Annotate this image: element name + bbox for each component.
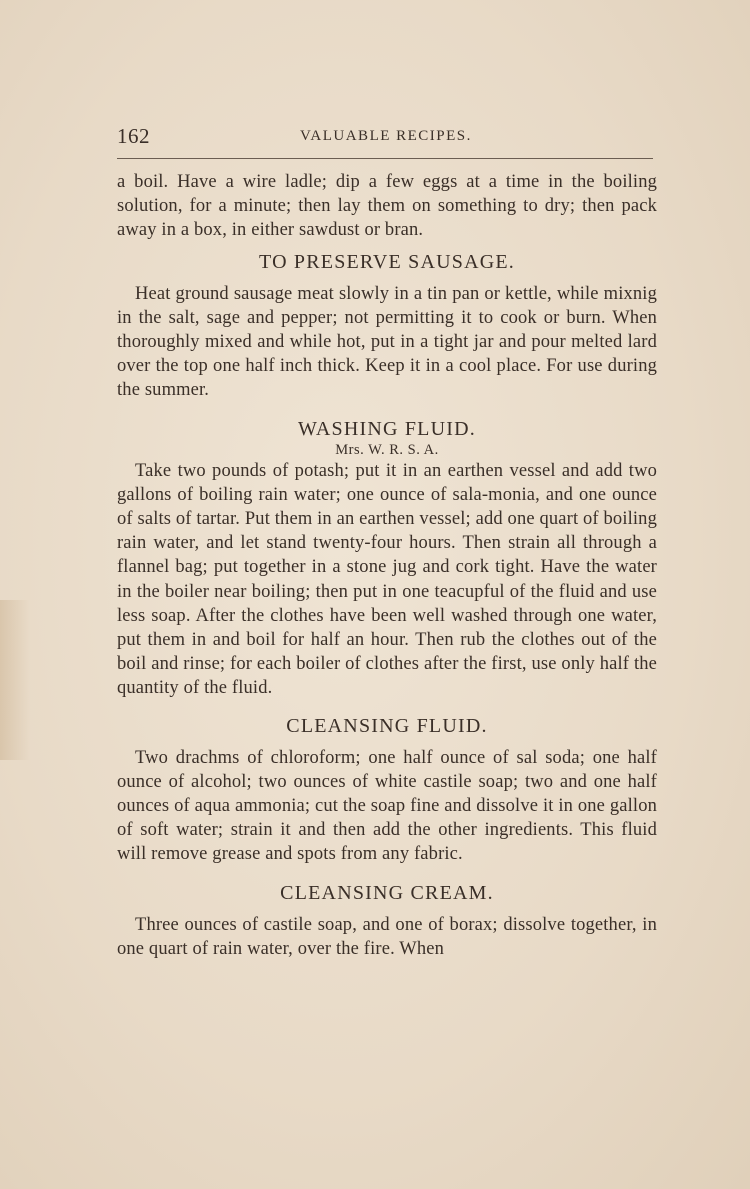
header-rule <box>117 158 653 159</box>
recipe-body-cleansing-fluid: Two drachms of chloroform; one half ounce of sal soda; one half ounce of alcohol; two ounces of white castile soap; two and one half ounces of aqua ammonia; cut the soap fine and dissolve it in one gallon of soft water; strain it and then add the other ingredients. This fluid will remove grease and spots from any fabric. <box>117 747 657 865</box>
recipe-title-sausage: TO PRESERVE SAUSAGE. <box>259 250 515 273</box>
recipe-title-cleansing-cream: CLEANSING CREAM. <box>280 881 494 904</box>
recipe-body-washing-fluid: Take two pounds of potash; put it in an earthen vessel and add two gallons of boiling rain water; one ounce of sala-monia, and one ounce of salts of tartar. Put them in an earthen vessel; add one quart of boiling rain water, and let stand twenty-four hours. Then strain all through a flannel bag; put together in a stone jug and cork tight. Have the water in the boiler near boiling; then put in one teacupful of the fluid and use less soap. After the clothes have been well washed through one water, put them in and boil for half an hour. Then rub the clothes out of the boil and rinse; for each boiler of clothes after the first, use only half the quantity of the fluid. <box>117 460 657 699</box>
page-body <box>117 170 657 961</box>
intro-paragraph: a boil. Have a wire ladle; dip a few eggs at a time in the boiling solution, for a minute; then lay them on something to dry; then pack away in a box, in either sawdust or bran. <box>117 172 657 241</box>
page-number: 162 <box>117 124 150 148</box>
page-header <box>117 118 653 158</box>
recipe-title-cleansing-fluid: CLEANSING FLUID. <box>286 714 488 737</box>
recipe-title-washing-fluid: WASHING FLUID. <box>298 417 476 440</box>
recipe-body-sausage: Heat ground sausage meat slowly in a tin pan or kettle, while mixnig in the salt, sage and pepper; not permitting it to cook or burn. When thoroughly mixed and while hot, put in a tight jar and pour melted lard over the top one half inch thick. Keep it in a cool place. For use during the summer. <box>117 283 657 401</box>
running-title: VALUABLE RECIPES. <box>300 128 472 144</box>
page-edge-stain <box>0 600 30 760</box>
recipe-body-cleansing-cream: Three ounces of castile soap, and one of borax; dissolve together, in one quart of rain water, over the fire. When <box>117 914 657 959</box>
recipe-attribution-washing-fluid: Mrs. W. R. S. A. <box>335 441 439 458</box>
